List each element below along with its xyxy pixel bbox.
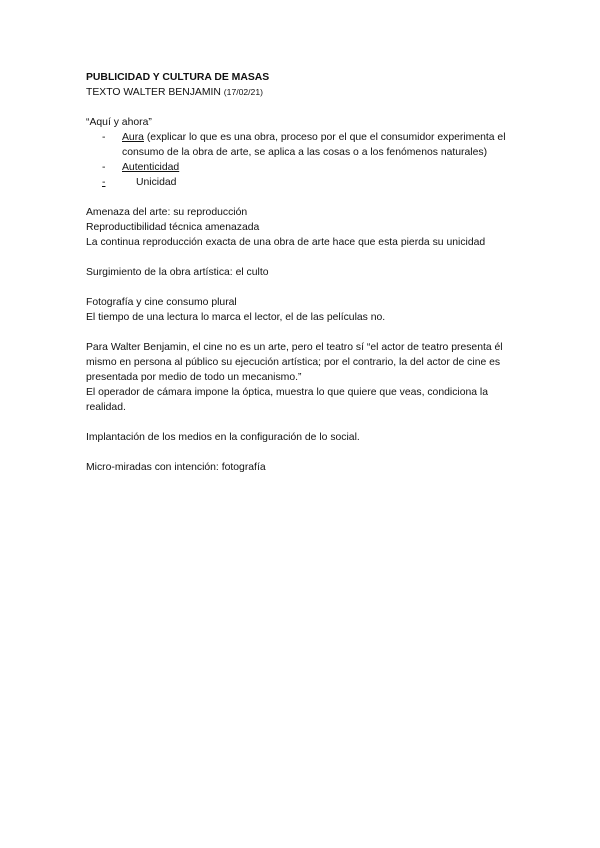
spacer (86, 415, 526, 430)
list-item-aura (86, 130, 526, 160)
paragraph-continua: La continua reproducción exacta de una obra de arte hace que esta pierda su unicidad (86, 237, 486, 248)
term-unicidad (122, 177, 176, 188)
foto-cine-prefix: Fotografía y cine (86, 297, 167, 308)
document-title: PUBLICIDAD Y CULTURA DE MASAS (86, 72, 270, 83)
concept-list (86, 130, 526, 190)
paragraph-operador: El operador de cámara impone la óptica, muestra lo que quiere que veas, condiciona la realidad. (86, 387, 489, 413)
list-item-unicidad (86, 175, 526, 190)
document-body (86, 70, 526, 475)
document-subtitle (86, 85, 526, 100)
paragraph-reproductibilidad: Reproductibilidad técnica amenazada (86, 222, 260, 233)
spacer (86, 445, 526, 460)
paragraph-surgimiento: Surgimiento de la obra artística: el culto (86, 267, 269, 278)
term-autenticidad: Autenticidad (122, 162, 180, 173)
spacer (86, 250, 526, 265)
spacer (86, 100, 526, 115)
paragraph-implantacion: Implantación de los medios en la configuración de lo social. (86, 432, 360, 443)
paragraph-benjamin: Para Walter Benjamin, el cine no es un arte, pero el teatro sí “el actor de teatro presenta él mismo en persona al público su ejecución artística; por el contrario, la del actor de cine es presentada por medio de todo un mecanismo.” (86, 342, 503, 383)
spacer (86, 280, 526, 295)
paragraph-tiempo: El tiempo de una lectura lo marca el lector, el de las películas no. (86, 312, 386, 323)
term-aura-description: (explicar lo que es una obra, proceso por el que el consumidor experimenta el consumo de la obra de arte, se aplica a las cosas o a los fenómenos naturales) (122, 132, 506, 158)
subtitle-author: WALTER BENJAMIN (120, 87, 224, 98)
subtitle-date: (17/02/21) (223, 87, 263, 97)
aqui-ahora-heading: “Aquí y ahora” (86, 117, 152, 128)
term-aura: Aura (122, 132, 144, 143)
paragraph-amenaza: Amenaza del arte: su reproducción (86, 207, 248, 218)
subtitle-prefix: TEXTO (86, 87, 121, 98)
spacer (86, 190, 526, 205)
paragraph-foto-cine (86, 295, 526, 310)
list-dash: - (102, 177, 106, 188)
list-dash: - (102, 132, 106, 143)
list-item-autenticidad (86, 160, 526, 175)
term-unicidad-text: Unicidad (136, 177, 177, 188)
paragraph-micro: Micro-miradas con intención: fotografía (86, 462, 266, 473)
foto-cine-suffix: consumo plural (166, 297, 237, 308)
list-dash: - (102, 162, 106, 173)
spacer (86, 325, 526, 340)
